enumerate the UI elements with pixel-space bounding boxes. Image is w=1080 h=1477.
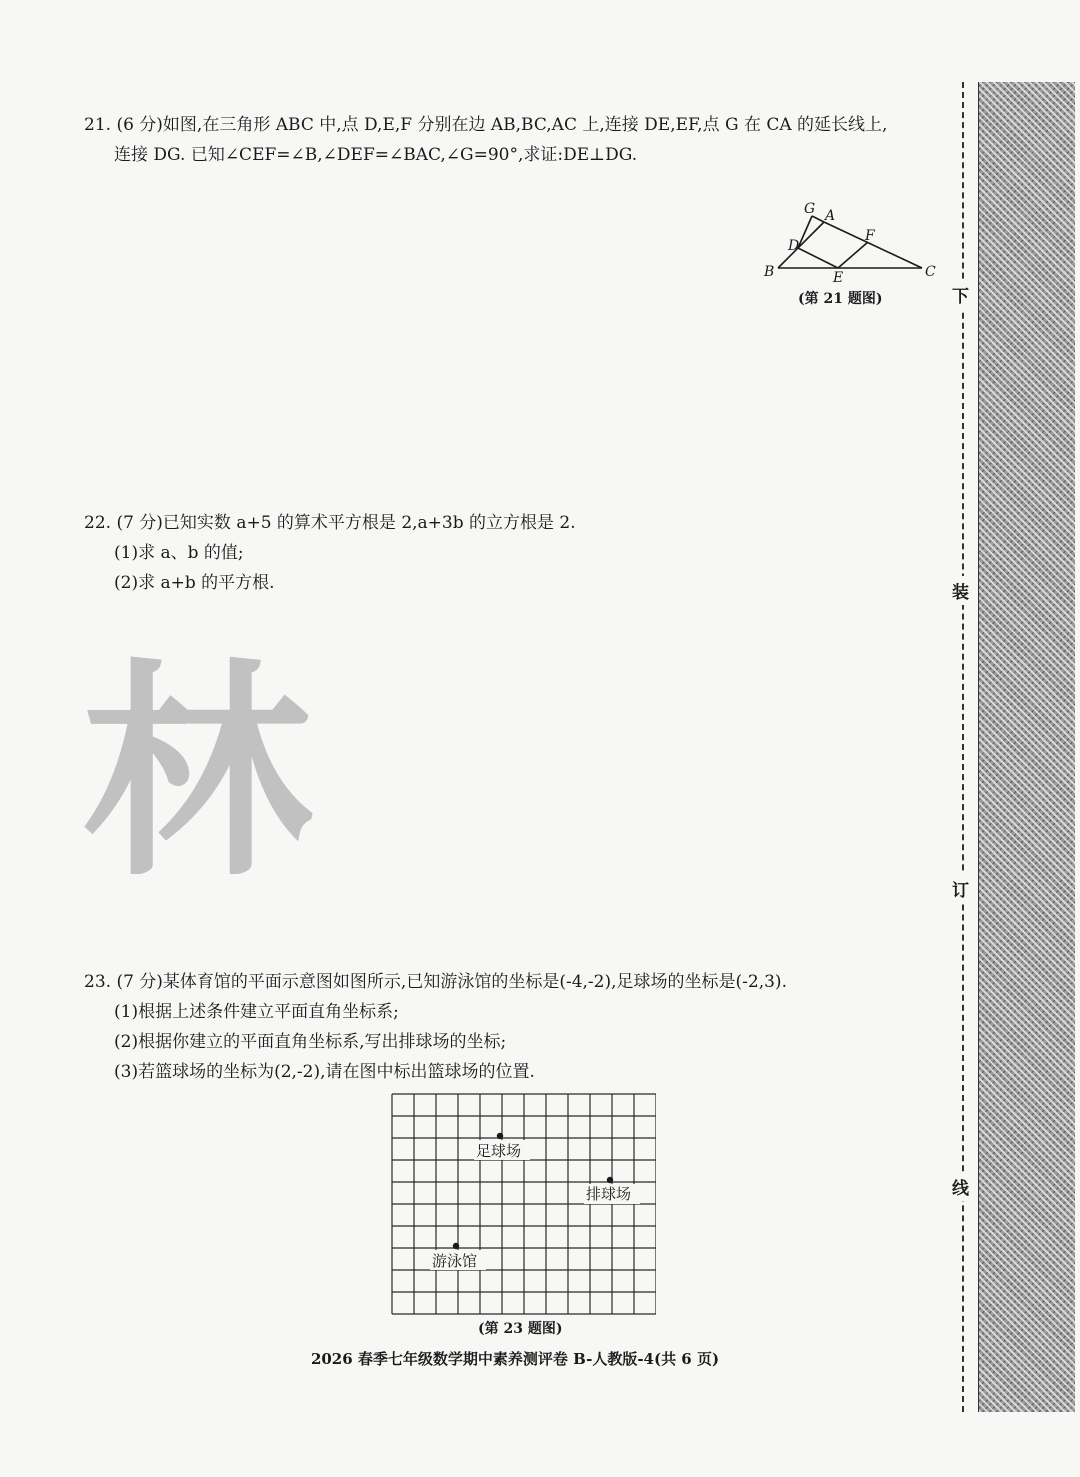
label-e: E	[833, 270, 844, 285]
q23-text-line1: 23. (7 分)某体育馆的平面示意图如图所示,已知游泳馆的坐标是(-4,-2),足球场的坐标是(-2,3).	[84, 972, 787, 992]
q21-figure-caption: (第 21 题图)	[798, 291, 883, 307]
label-g: G	[804, 201, 816, 217]
label-f: F	[865, 228, 875, 244]
point-football	[497, 1133, 503, 1139]
q23-part1: (1)根据上述条件建立平面直角坐标系;	[114, 1002, 399, 1022]
label-a: A	[825, 208, 836, 224]
segment-ef	[838, 242, 868, 268]
label-swimming: 游泳馆	[432, 1252, 478, 1270]
q21-text-line2: 连接 DG. 已知∠CEF=∠B,∠DEF=∠BAC,∠G=90°,求证:DE⊥DG.	[114, 145, 638, 165]
margin-char-2: 装	[952, 576, 969, 605]
q23-figure-caption: (第 23 题图)	[478, 1321, 563, 1337]
q21-text-line1: 21. (6 分)如图,在三角形 ABC 中,点 D,E,F 分别在边 AB,BC,AC 上,连接 DE,EF,点 G 在 CA 的延长线上,	[84, 115, 888, 135]
point-swimming	[453, 1243, 459, 1249]
margin-char-3: 订	[952, 874, 969, 903]
label-volleyball: 排球场	[586, 1185, 632, 1203]
label-football: 足球场	[476, 1142, 522, 1160]
side-ba	[778, 222, 824, 268]
watermark-logo: 林	[82, 641, 313, 908]
q23-part3: (3)若篮球场的坐标为(2,-2),请在图中标出篮球场的位置.	[114, 1062, 535, 1082]
label-b: B	[764, 264, 775, 280]
q23-part2: (2)根据你建立的平面直角坐标系,写出排球场的坐标;	[114, 1032, 507, 1052]
label-d: D	[788, 238, 800, 254]
segment-dg	[798, 216, 812, 248]
margin-char-4: 线	[952, 1172, 969, 1201]
q22-text-line1: 22. (7 分)已知实数 a+5 的算术平方根是 2,a+3b 的立方根是 2.	[84, 513, 576, 533]
page-footer: 2026 春季七年级数学期中素养测评卷 B-人教版-4(共 6 页)	[310, 1350, 720, 1368]
segment-de	[798, 248, 838, 268]
label-c: C	[925, 264, 936, 280]
point-volleyball	[607, 1177, 613, 1183]
binding-hatched-strip	[978, 82, 1075, 1412]
q23-grid-figure	[390, 1092, 656, 1316]
q21-triangle-figure	[760, 200, 945, 285]
q22-part2: (2)求 a+b 的平方根.	[114, 573, 275, 593]
q22-part1: (1)求 a、b 的值;	[114, 543, 244, 563]
question-23	[84, 967, 787, 1087]
question-21	[84, 110, 887, 170]
question-22	[84, 508, 576, 598]
margin-char-1: 下	[952, 280, 969, 309]
